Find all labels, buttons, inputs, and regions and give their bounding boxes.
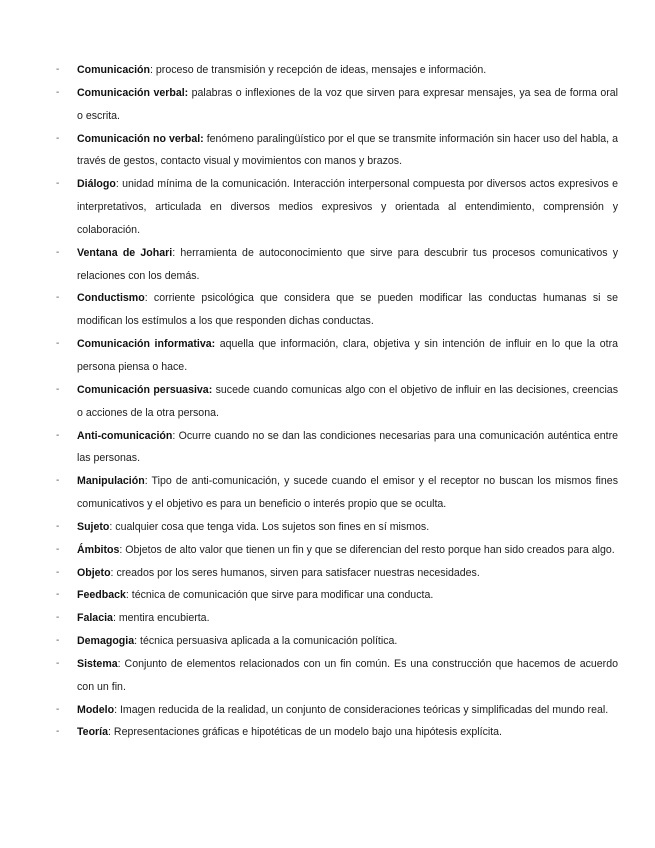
entry-term: Comunicación persuasiva:	[77, 383, 213, 396]
glossary-entry	[56, 653, 618, 699]
entry-separator: :	[150, 64, 153, 76]
glossary-entry	[56, 516, 618, 539]
entry-separator: :	[125, 589, 129, 602]
glossary-entry	[56, 607, 618, 630]
entry-term: Comunicación verbal:	[77, 86, 189, 99]
entry-term: Comunicación informativa:	[77, 338, 216, 351]
entry-separator: :	[108, 726, 111, 739]
glossary-list	[56, 59, 618, 744]
entry-separator: :	[110, 566, 114, 579]
entry-definition: Ocurre cuando no se dan las condiciones necesarias para una comunicación auténtica entre las personas.	[77, 429, 618, 465]
entry-definition: corriente psicológica que considera que se pueden modificar las conductas humanas si se modifican los estímulos a los que responden dichas conductas.	[77, 292, 618, 328]
entry-definition: mentira encubierta.	[115, 612, 210, 625]
entry-definition: Representaciones gráficas e hipotéticas de un modelo bajo una hipótesis explícita.	[110, 726, 503, 739]
entry-term: Diálogo	[77, 178, 116, 191]
entry-definition: unidad mínima de la comunicación. Interacción interpersonal compuesta por diversos actos expresivos e interpretativos, articulada en diversos medios expresivos y orientada al entendimiento, comprensión y colaboración.	[77, 178, 618, 236]
entry-definition: palabras o inflexiones de la voz que sirven para expresar mensajes, ya sea de forma oral o escrita.	[77, 86, 619, 122]
entry-term: Ámbitos	[77, 543, 120, 556]
entry-separator: :	[114, 703, 118, 716]
entry-separator: :	[172, 246, 176, 259]
entry-separator: :	[144, 475, 148, 488]
entry-term: Objeto	[77, 566, 111, 579]
entry-definition: sucede cuando comunicas algo con el objetivo de influir en las decisiones, creencias o acciones de la otra persona.	[77, 383, 618, 419]
entry-definition: Objetos de alto valor que tienen un fin y que se diferencian del resto porque han sido creados para algo.	[122, 543, 615, 556]
glossary-entry	[56, 59, 618, 82]
entry-term: Feedback	[77, 589, 126, 602]
entry-separator: :	[115, 178, 119, 191]
entry-term: Manipulación	[77, 475, 145, 488]
entry-definition: Tipo de anti-comunicación, y sucede cuando el emisor y el receptor no buscan los mismos fines comunicativos y el objetivo es para un beneficio o interés propio que se oculta.	[77, 475, 618, 511]
entry-separator: :	[117, 657, 121, 670]
entry-definition: herramienta de autoconocimiento que sirve para descubrir tus procesos comunicativos y relaciones con los demás.	[77, 246, 619, 282]
entry-term: Comunicación no verbal:	[77, 132, 204, 145]
entry-separator: :	[119, 543, 123, 556]
entry-separator: :	[144, 292, 148, 305]
glossary-entry	[56, 242, 618, 288]
entry-term: Comunicación	[77, 64, 150, 76]
glossary-entry	[56, 699, 618, 722]
entry-term: Falacia	[77, 612, 113, 625]
entry-definition: fenómeno paralingüístico por el que se transmite información sin hacer uso del habla, a través de gestos, contacto visual y movimientos con manos y brazos.	[77, 132, 618, 168]
entry-separator: :	[134, 635, 138, 648]
entry-term: Teoría	[77, 726, 109, 739]
entry-term: Anti-comunicación	[77, 429, 173, 442]
glossary-entry	[56, 333, 618, 379]
entry-definition: técnica persuasiva aplicada a la comunicación política.	[137, 635, 398, 648]
entry-definition: cualquier cosa que tenga vida. Los sujetos son fines en sí mismos.	[112, 520, 430, 533]
entry-definition: aquella que información, clara, objetiva y sin intención de influir en lo que la otra persona piensa o hace.	[77, 338, 618, 373]
entry-term: Ventana de Johari	[77, 246, 173, 259]
entry-term: Sujeto	[77, 520, 110, 533]
glossary-entry	[56, 584, 618, 607]
entry-definition: técnica de comunicación que sirve para modificar una conducta.	[128, 589, 434, 602]
entry-definition: Conjunto de elementos relacionados con un fin común. Es una construcción que hacemos de acuerdo con un fin.	[77, 657, 618, 693]
entry-definition: Imagen reducida de la realidad, un conjunto de consideraciones teóricas y simplificadas del mundo real.	[117, 703, 609, 716]
entry-separator: :	[172, 429, 176, 442]
glossary-entry	[56, 470, 618, 516]
glossary-entry	[56, 562, 618, 585]
entry-definition: proceso de transmisión y recepción de ideas, mensajes e información.	[152, 64, 487, 76]
glossary-entry	[56, 379, 618, 425]
entry-separator: :	[112, 612, 116, 625]
glossary-entry	[56, 630, 618, 653]
glossary-entry	[56, 721, 618, 744]
entry-term: Modelo	[77, 703, 115, 716]
entry-term: Conductismo	[77, 292, 145, 305]
glossary-entry	[56, 425, 618, 471]
entry-term: Demagogia	[77, 635, 135, 648]
entry-term: Sistema	[77, 657, 118, 670]
entry-separator: :	[109, 520, 113, 533]
glossary-entry	[56, 128, 618, 174]
glossary-entry	[56, 82, 618, 128]
entry-definition: creados por los seres humanos, sirven para satisfacer nuestras necesidades.	[113, 566, 480, 579]
glossary-entry	[56, 173, 618, 242]
glossary-entry	[56, 287, 618, 333]
glossary-entry	[56, 539, 618, 562]
